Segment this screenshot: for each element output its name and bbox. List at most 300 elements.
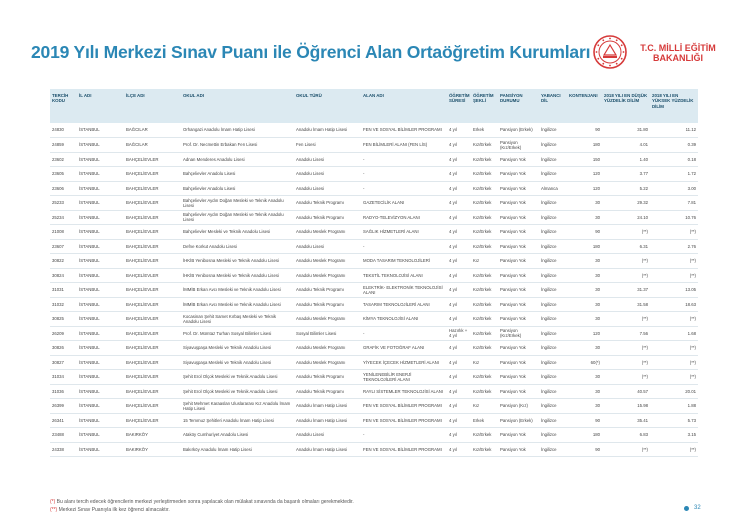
table-cell: BAHÇELİEVLER	[124, 254, 181, 269]
table-header-row	[50, 89, 698, 123]
table-cell: 90	[567, 413, 602, 428]
table-cell: İngilizce	[539, 283, 567, 298]
table-cell: İngilizce	[539, 370, 567, 385]
table-cell: 3.00	[650, 181, 698, 196]
column-header: ÖĞRETİM ŞEKLİ	[471, 89, 498, 123]
table-cell: BAHÇELİEVLER	[124, 225, 181, 240]
table-cell: 30	[567, 341, 602, 356]
table-cell: 4 yıl	[447, 297, 471, 312]
table-cell: BAKIRKÖY	[124, 442, 181, 457]
table-cell: BAĞCILAR	[124, 138, 181, 153]
table-cell: Kız/Erkek	[471, 312, 498, 327]
table-cell: (**)	[650, 442, 698, 457]
table-cell: -	[361, 152, 447, 167]
table-cell: 4 yıl	[447, 413, 471, 428]
table-row	[50, 312, 698, 327]
column-header: KONTENJANI	[567, 89, 602, 123]
table-cell: 31031	[50, 283, 77, 298]
table-cell: İSTANBUL	[77, 384, 124, 399]
table-cell: 24859	[50, 138, 77, 153]
table-cell: Pansiyon Yok	[498, 312, 539, 327]
table-cell: 180	[567, 428, 602, 443]
column-header: 2018 YILI EN DÜŞÜK YÜZDELİK DİLİM	[602, 89, 650, 123]
table-cell: İngilizce	[539, 254, 567, 269]
table-cell: BAHÇELİEVLER	[124, 341, 181, 356]
table-cell: 25234	[50, 210, 77, 225]
table-cell: 23605	[50, 167, 77, 182]
table-cell: Kız/Erkek	[471, 428, 498, 443]
table-row	[50, 297, 698, 312]
table-cell: Fen Lisesi	[294, 138, 361, 153]
table-cell: 120	[567, 326, 602, 341]
table-cell: 4 yıl	[447, 442, 471, 457]
table-cell: Anadolu Teknik Programı	[294, 283, 361, 298]
table-cell: İSTANBUL	[77, 370, 124, 385]
footnote-text: Bu alanı tercih edecek öğrencilerin merkezi yerleştirmeden sonra yapılacak olan mülakat sınavında da başarılı olmaları gerekmektedir.	[55, 499, 354, 505]
table-cell: Kız/Erkek	[471, 384, 498, 399]
page-dot-icon	[684, 506, 689, 511]
table-cell: 40.57	[602, 384, 650, 399]
table-cell: BAHÇELİEVLER	[124, 399, 181, 414]
table-cell: FEN VE SOSYAL BİLİMLER PROGRAMI	[361, 123, 447, 138]
table-cell: 21008	[50, 225, 77, 240]
table-cell: BAHÇELİEVLER	[124, 370, 181, 385]
table-cell: ELEKTRİK- ELEKTRONİK TEKNOLOJİSİ ALANI	[361, 283, 447, 298]
table-cell: 90	[567, 225, 602, 240]
table-cell: 26341	[50, 413, 77, 428]
table-cell: Erkek	[471, 123, 498, 138]
schools-table	[50, 89, 698, 457]
table-cell: SAĞLIK HİZMETLERİ ALANI	[361, 225, 447, 240]
table-cell: 24830	[50, 123, 77, 138]
table-cell: İSTANBUL	[77, 196, 124, 211]
table-body	[50, 123, 698, 457]
table-cell: Kız/Erkek	[471, 297, 498, 312]
table-cell: 31.80	[602, 123, 650, 138]
table-cell: 4 yıl	[447, 312, 471, 327]
table-row	[50, 399, 698, 414]
table-row	[50, 413, 698, 428]
table-cell: Pansiyon (Kız)	[498, 399, 539, 414]
table-cell: Kız/Erkek	[471, 225, 498, 240]
table-cell: -	[361, 326, 447, 341]
table-cell: 4 yıl	[447, 254, 471, 269]
table-cell: Anadolu Meslek Programı	[294, 312, 361, 327]
table-cell: İSTANBUL	[77, 138, 124, 153]
table-cell: BAĞCILAR	[124, 123, 181, 138]
table-cell: (**)	[602, 312, 650, 327]
footnote-2	[50, 506, 354, 514]
logo-line-2: BAKANLIĞI	[653, 53, 703, 63]
table-cell: 23602	[50, 152, 77, 167]
table-cell: Adnan Menderes Anadolu Lisesi	[181, 152, 294, 167]
table-cell: İHKİB Yenibosna Mesleki ve Teknik Anadolu Lisesi	[181, 254, 294, 269]
table-cell: Bakırköy Anadolu İmam Hatip Lisesi	[181, 442, 294, 457]
table-cell: 23606	[50, 181, 77, 196]
table-cell: BAHÇELİEVLER	[124, 413, 181, 428]
footnote-1	[50, 498, 354, 506]
table-cell: Defne Korkut Anadolu Lisesi	[181, 239, 294, 254]
table-cell: Anadolu İmam Hatip Lisesi	[294, 442, 361, 457]
table-cell: Anadolu Teknik Programı	[294, 196, 361, 211]
table-row	[50, 239, 698, 254]
table-row	[50, 138, 698, 153]
table-cell: 4 yıl	[447, 283, 471, 298]
table-cell: 120	[567, 167, 602, 182]
column-header: OKUL TÜRÜ	[294, 89, 361, 123]
table-cell: Pansiyon Yok	[498, 210, 539, 225]
table-row	[50, 152, 698, 167]
table-cell: Siyavuşpaşa Mesleki ve Teknik Anadolu Lisesi	[181, 355, 294, 370]
column-header: TERCİH KODU	[50, 89, 77, 123]
table-cell: 90	[567, 123, 602, 138]
table-cell: 11.12	[650, 123, 698, 138]
table-cell: Anadolu Lisesi	[294, 167, 361, 182]
table-row	[50, 370, 698, 385]
table-cell: Erkek	[471, 413, 498, 428]
table-cell: 90	[567, 442, 602, 457]
table-row	[50, 326, 698, 341]
table-cell: İngilizce	[539, 138, 567, 153]
table-cell: 26399	[50, 399, 77, 414]
table-cell: Kız/Erkek	[471, 196, 498, 211]
table-row	[50, 283, 698, 298]
table-cell: Pansiyon Yok	[498, 283, 539, 298]
table-row	[50, 167, 698, 182]
table-cell: 31.37	[602, 283, 650, 298]
column-header: ÖĞRETİM SÜRESİ	[447, 89, 471, 123]
table-cell: 4 yıl	[447, 428, 471, 443]
table-cell: 29.32	[602, 196, 650, 211]
table-cell: İngilizce	[539, 210, 567, 225]
table-cell: Kız	[471, 399, 498, 414]
table-cell: Kız/Erkek	[471, 167, 498, 182]
table-row	[50, 254, 698, 269]
table-cell: 4 yıl	[447, 239, 471, 254]
table-cell: Anadolu Lisesi	[294, 181, 361, 196]
table-cell: (**)	[650, 370, 698, 385]
table-cell: İSTANBUL	[77, 181, 124, 196]
table-cell: İSTANBUL	[77, 297, 124, 312]
column-header: OKUL ADI	[181, 89, 294, 123]
table-cell: 4 yıl	[447, 225, 471, 240]
table-cell: 1.68	[650, 326, 698, 341]
table-cell: TASARIM TEKNOLOJİLERİ ALANI	[361, 297, 447, 312]
table-cell: 180	[567, 239, 602, 254]
table-cell: 6.83	[602, 428, 650, 443]
table-cell: Pansiyon (Erkek)	[498, 123, 539, 138]
table-cell: Prof. Dr. Mümtaz Turhan Sosyal Bilimler Lisesi	[181, 326, 294, 341]
table-cell: (**)	[650, 355, 698, 370]
table-cell: 4 yıl	[447, 138, 471, 153]
table-cell: İngilizce	[539, 442, 567, 457]
table-cell: Anadolu Teknik Programı	[294, 210, 361, 225]
table-cell: BAHÇELİEVLER	[124, 326, 181, 341]
table-cell: İSTANBUL	[77, 399, 124, 414]
table-cell: -	[361, 428, 447, 443]
table-cell: 23607	[50, 239, 77, 254]
table-cell: -	[361, 181, 447, 196]
table-row	[50, 196, 698, 211]
table-cell: Anadolu Meslek Programı	[294, 355, 361, 370]
table-cell: Pansiyon Yok	[498, 181, 539, 196]
table-cell: İngilizce	[539, 297, 567, 312]
table-cell: Anadolu İmam Hatip Lisesi	[294, 123, 361, 138]
table-cell: İSTANBUL	[77, 225, 124, 240]
table-cell: 20.01	[650, 384, 698, 399]
table-cell: (**)	[602, 370, 650, 385]
table-cell: -	[361, 167, 447, 182]
table-cell: (**)	[602, 355, 650, 370]
table-cell: BAHÇELİEVLER	[124, 181, 181, 196]
table-cell: 30	[567, 297, 602, 312]
table-cell: 0.18	[650, 152, 698, 167]
table-cell: 4 yıl	[447, 370, 471, 385]
table-cell: -	[361, 239, 447, 254]
table-cell: BAHÇELİEVLER	[124, 239, 181, 254]
table-cell: İngilizce	[539, 428, 567, 443]
table-cell: Pansiyon (Kız/Erkek)	[498, 138, 539, 153]
table-cell: Pansiyon Yok	[498, 152, 539, 167]
table-cell: 30822	[50, 254, 77, 269]
table-row	[50, 123, 698, 138]
column-header: YABANCI DİL	[539, 89, 567, 123]
table-cell: Kız/Erkek	[471, 326, 498, 341]
table-cell: İSTANBUL	[77, 341, 124, 356]
table-cell: Şehit Erol Olçok Mesleki ve Teknik Anadolu Lisesi	[181, 384, 294, 399]
table-cell: İngilizce	[539, 225, 567, 240]
table-cell: Anadolu İmam Hatip Lisesi	[294, 413, 361, 428]
table-cell: 7.56	[602, 326, 650, 341]
table-cell: Pansiyon (Kız/Erkek)	[498, 326, 539, 341]
table-cell: İMMİB Erkan Avcı Mesleki ve Teknik Anadolu Lisesi	[181, 297, 294, 312]
table-cell: 30	[567, 283, 602, 298]
table-cell: FEN VE SOSYAL BİLİMLER PROGRAMI	[361, 442, 447, 457]
table-cell: İngilizce	[539, 399, 567, 414]
table-cell: Kız/Erkek	[471, 442, 498, 457]
table-cell: Kocasinan Şehit Samet Kırbaş Mesleki ve Teknik Anadolu Lisesi	[181, 312, 294, 327]
table-row	[50, 181, 698, 196]
table-cell: 30	[567, 254, 602, 269]
table-cell: Anadolu Lisesi	[294, 239, 361, 254]
table-cell: İSTANBUL	[77, 239, 124, 254]
table-cell: 30	[567, 268, 602, 283]
table-cell: İSTANBUL	[77, 355, 124, 370]
table-cell: GRAFİK VE FOTOĞRAF ALANI	[361, 341, 447, 356]
table-cell: 23488	[50, 428, 77, 443]
table-cell: 35.41	[602, 413, 650, 428]
table-cell: Pansiyon (Erkek)	[498, 413, 539, 428]
table-cell: 120	[567, 181, 602, 196]
table-cell: Kız/Erkek	[471, 283, 498, 298]
table-cell: Pansiyon Yok	[498, 370, 539, 385]
table-cell: İngilizce	[539, 326, 567, 341]
table-cell: BAHÇELİEVLER	[124, 210, 181, 225]
table-cell: BAHÇELİEVLER	[124, 355, 181, 370]
table-cell: (**)	[650, 268, 698, 283]
table-cell: Pansiyon Yok	[498, 254, 539, 269]
table-cell: Bahçelievler Aydın Doğan Mesleki ve Teknik Anadolu Lisesi	[181, 210, 294, 225]
table-cell: BAKIRKÖY	[124, 428, 181, 443]
table-cell: 26209	[50, 326, 77, 341]
table-cell: BAHÇELİEVLER	[124, 283, 181, 298]
table-cell: YİYECEK İÇECEK HİZMETLERİ ALANI	[361, 355, 447, 370]
table-cell: İSTANBUL	[77, 152, 124, 167]
table-cell: 31034	[50, 370, 77, 385]
table-cell: Hazırlık + 4 yıl	[447, 326, 471, 341]
table-cell: İngilizce	[539, 196, 567, 211]
table-row	[50, 442, 698, 457]
table-cell: Kız	[471, 355, 498, 370]
table-row	[50, 268, 698, 283]
table-cell: (**)	[650, 225, 698, 240]
table-row	[50, 225, 698, 240]
table-cell: 30827	[50, 355, 77, 370]
table-cell: 1.40	[602, 152, 650, 167]
table-cell: 4 yıl	[447, 341, 471, 356]
table-cell: MODA TASARIM TEKNOLOJİLERİ	[361, 254, 447, 269]
table-cell: 31036	[50, 384, 77, 399]
footnotes	[50, 498, 354, 514]
table-cell: İSTANBUL	[77, 268, 124, 283]
table-cell: İngilizce	[539, 413, 567, 428]
table-cell: 30	[567, 384, 602, 399]
table-cell: 1.88	[650, 399, 698, 414]
table-cell: Pansiyon Yok	[498, 428, 539, 443]
table-cell: Kız/Erkek	[471, 239, 498, 254]
table-cell: Anadolu Meslek Programı	[294, 254, 361, 269]
column-header: İL ADI	[77, 89, 124, 123]
table-cell: Kız	[471, 254, 498, 269]
table-cell: Pansiyon Yok	[498, 196, 539, 211]
table-cell: TEKSTİL TEKNOLOJİSİ ALANI	[361, 268, 447, 283]
table-cell: GAZETECİLİK ALANI	[361, 196, 447, 211]
logo-line-1: T.C. MİLLİ EĞİTİM	[640, 43, 716, 53]
table-cell: 4 yıl	[447, 268, 471, 283]
table-row	[50, 384, 698, 399]
table-cell: Prof. Dr. Necmettin Erbakan Fen Lisesi	[181, 138, 294, 153]
table-cell: İSTANBUL	[77, 254, 124, 269]
table-row	[50, 355, 698, 370]
table-cell: 30	[567, 210, 602, 225]
table-row	[50, 210, 698, 225]
table-cell: 24338	[50, 442, 77, 457]
table-cell: 4 yıl	[447, 210, 471, 225]
table-cell: 7.81	[650, 196, 698, 211]
table-cell: (**)	[602, 442, 650, 457]
table-cell: 4 yıl	[447, 355, 471, 370]
table-cell: BAHÇELİEVLER	[124, 196, 181, 211]
table-cell: Ataköy Cumhuriyet Anadolu Lisesi	[181, 428, 294, 443]
table-cell: (**)	[602, 341, 650, 356]
table-cell: 30	[567, 312, 602, 327]
table-cell: Anadolu Lisesi	[294, 152, 361, 167]
table-cell: RAYLI SİSTEMLER TEKNOLOJİSİ ALANI	[361, 384, 447, 399]
table-cell: Kız/Erkek	[471, 138, 498, 153]
table-cell: Pansiyon Yok	[498, 239, 539, 254]
table-cell: 3.77	[602, 167, 650, 182]
column-header: PANSİYON DURUMU	[498, 89, 539, 123]
table-cell: 31.58	[602, 297, 650, 312]
table-cell: (**)	[602, 268, 650, 283]
table-cell: BAHÇELİEVLER	[124, 384, 181, 399]
table-cell: 0.39	[650, 138, 698, 153]
table-cell: 13.05	[650, 283, 698, 298]
table-cell: 150	[567, 152, 602, 167]
table-cell: Bahçelievler Mesleki ve Teknik Anadolu Lisesi	[181, 225, 294, 240]
table-cell: Pansiyon Yok	[498, 225, 539, 240]
table-cell: İngilizce	[539, 355, 567, 370]
column-header: İLÇE ADI	[124, 89, 181, 123]
table-cell: Şehit Erol Olçok Mesleki ve Teknik Anadolu Lisesi	[181, 370, 294, 385]
table-cell: RADYO-TELEVİZYON ALANI	[361, 210, 447, 225]
table-cell: İSTANBUL	[77, 326, 124, 341]
table-cell: Bahçelievler Anadolu Lisesi	[181, 167, 294, 182]
table-cell: FEN VE SOSYAL BİLİMLER PROGRAMI	[361, 399, 447, 414]
table-cell: İSTANBUL	[77, 428, 124, 443]
table-cell: Anadolu Teknik Programı	[294, 297, 361, 312]
table-cell: (**)	[650, 341, 698, 356]
footnote-mark: (**)	[50, 507, 58, 513]
table-cell: İSTANBUL	[77, 167, 124, 182]
table-cell: 4.01	[602, 138, 650, 153]
table-cell: Almanca	[539, 181, 567, 196]
table-cell: FEN VE SOSYAL BİLİMLER PROGRAMI	[361, 413, 447, 428]
table-cell: Sosyal Bilimler Lisesi	[294, 326, 361, 341]
table-cell: 30	[567, 196, 602, 211]
table-cell: Kız/Erkek	[471, 268, 498, 283]
table-cell: YENİLENEBİLİR ENERJİ TEKNOLOJİLERİ ALANI	[361, 370, 447, 385]
table-cell: Bahçelievler Aydın Doğan Mesleki ve Teknik Anadolu Lisesi	[181, 196, 294, 211]
table-cell: Şehit Mehmet Karaaslan Uluslararası Kız Anadolu İmam Hatip Lisesi	[181, 399, 294, 414]
table-cell: İngilizce	[539, 167, 567, 182]
table-cell: 4 yıl	[447, 167, 471, 182]
table-cell: Anadolu Teknik Programı	[294, 384, 361, 399]
table-cell: 4 yıl	[447, 181, 471, 196]
page-number: 32	[694, 505, 701, 511]
table-cell: Siyavuşpaşa Mesleki ve Teknik Anadolu Lisesi	[181, 341, 294, 356]
table-cell: İSTANBUL	[77, 123, 124, 138]
column-header: 2018 YILI EN YÜKSEK YÜZDELİK DİLİM	[650, 89, 698, 123]
table-cell: (**)	[602, 254, 650, 269]
table-cell: Pansiyon Yok	[498, 442, 539, 457]
table-cell: İSTANBUL	[77, 312, 124, 327]
table-cell: Anadolu Meslek Programı	[294, 268, 361, 283]
table-cell: Pansiyon Yok	[498, 355, 539, 370]
table-cell: Orhangazi Anadolu İmam Hatip Lisesi	[181, 123, 294, 138]
table-cell: Kız/Erkek	[471, 370, 498, 385]
table-row	[50, 341, 698, 356]
table-cell: BAHÇELİEVLER	[124, 268, 181, 283]
table-cell: Pansiyon Yok	[498, 384, 539, 399]
table-cell: Pansiyon Yok	[498, 297, 539, 312]
table-cell: FEN BİLİMLERİ ALANI (FEN LİS)	[361, 138, 447, 153]
footnote-mark: (*)	[50, 499, 56, 505]
table-cell: İngilizce	[539, 239, 567, 254]
table-cell: (**)	[650, 254, 698, 269]
table-cell: 2.76	[650, 239, 698, 254]
table-cell: 24.10	[602, 210, 650, 225]
table-cell: (**)	[602, 225, 650, 240]
table-cell: 6.31	[602, 239, 650, 254]
meb-logo-text	[632, 43, 724, 63]
table-cell: Pansiyon Yok	[498, 268, 539, 283]
table-cell: Kız/Erkek	[471, 181, 498, 196]
table-cell: İngilizce	[539, 384, 567, 399]
table-cell: İngilizce	[539, 152, 567, 167]
table-cell: 30	[567, 370, 602, 385]
table-cell: BAHÇELİEVLER	[124, 167, 181, 182]
